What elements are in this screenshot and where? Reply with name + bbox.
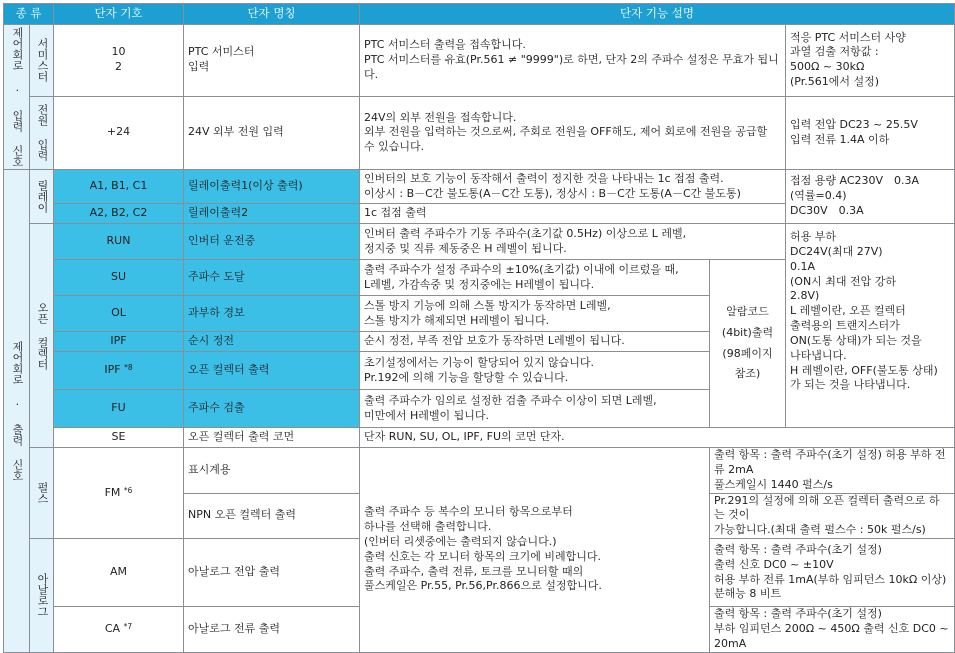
desc-ol: 스톨 방지 기능에 의해 스톨 방지가 동작하면 L레벨, 스톨 방지가 해제되면 H레벨이 됩니다. bbox=[360, 296, 710, 332]
name-se: 오픈 컬렉터 출력 코먼 bbox=[184, 428, 360, 448]
spec-ptc: 적응 PTC 서미스터 사양 과열 검출 저항값 : 500Ω ~ 30kΩ (Pr.561에서 설정) bbox=[786, 25, 955, 97]
desc-monitor: 출력 주파수 등 복수의 모니터 항목으로부터 하나를 선택해 출력합니다. (인버터 리셋중에는 출력되지 않습니다.) 출력 신호는 각 모니터 항목의 크기에 비례합니다. 출력 주파수, 출력 전류, 토크를 모니터할 때의 풀스케일은 Pr.55, Pr.56,Pr.866으로 설정합니다. bbox=[360, 448, 710, 653]
spec-relay: 접점 용량 AC230V 0.3A (역률=0.4) DC30V 0.3A bbox=[786, 170, 955, 224]
alarm-code: 알람코드 (4bit)출력 (98페이지 참조) bbox=[710, 260, 786, 428]
spec-ca: 출력 항목 : 출력 주파수(초기 설정) 부하 임피던스 200Ω ~ 450Ω 출력 신호 DC0 ~ 20mA bbox=[710, 607, 955, 653]
spec-fm-npn: Pr.291의 설정에 의해 오픈 컬렉터 출력으로 하는 것이 가능합니다.(최대 출력 펄스수 : 50k 펄스/s) bbox=[710, 493, 955, 539]
group-analog: 아날로그 bbox=[30, 539, 54, 653]
name-fm-meter: 표시계용 bbox=[184, 448, 360, 494]
desc-a2: 1c 접점 출력 bbox=[360, 204, 786, 224]
desc-ipf: 순시 정전, 부족 전압 보호가 동작하면 L레벨이 됩니다. bbox=[360, 332, 710, 352]
symbol-ca bbox=[54, 607, 184, 653]
table-row bbox=[4, 448, 955, 494]
symbol-ol: OL bbox=[54, 296, 184, 332]
header-type: 종 류 bbox=[4, 4, 54, 25]
symbol-se: SE bbox=[54, 428, 184, 448]
group-thermistor: 서미스터 bbox=[30, 25, 54, 97]
symbol-am: AM bbox=[54, 539, 184, 607]
name-p24: 24V 외부 전원 입력 bbox=[184, 96, 360, 169]
symbol-p24: +24 bbox=[54, 96, 184, 169]
desc-ptc: PTC 서미스터 출력을 접속합니다. PTC 서미스터를 유효(Pr.561 ≠ "9999")로 하면, 단자 2의 주파수 설정은 무효가 됩니다. bbox=[360, 25, 786, 97]
symbol-fm-text: FM bbox=[104, 485, 121, 499]
name-fm-npn: NPN 오픈 컬렉터 출력 bbox=[184, 493, 360, 539]
spec-p24: 입력 전압 DC23 ~ 25.5V 입력 전류 1.4A 이하 bbox=[786, 96, 955, 169]
table-row bbox=[4, 170, 955, 204]
spec-am: 출력 항목 : 출력 주파수(초기 설정) 출력 신호 DC0 ~ ±10V 허용 부하 전류 1mA(부하 임피던스 10kΩ 이상) 분해능 8 비트 bbox=[710, 539, 955, 607]
header-row bbox=[4, 4, 955, 25]
spec-open-collector: 허용 부하 DC24V(최대 27V) 0.1A (ON시 최대 전압 강하 2.8V) L 레벨이란, 오픈 컬렉터 출력용의 트랜지스터가 ON(도통 상태)가 되는 것을 나타냅니다. H 레벨이란, OFF(불도통 상태) 가 되는 것을 나타냅니다. bbox=[786, 224, 955, 428]
header-description: 단자 기능 설명 bbox=[360, 4, 955, 25]
desc-fu: 출력 주파수가 임의로 설정한 검출 주파수 이상이 되면 L레벨, 미만에서 H레벨이 됩니다. bbox=[360, 390, 710, 428]
header-symbol: 단자 기호 bbox=[54, 4, 184, 25]
note-mark-6: *6 bbox=[123, 485, 133, 495]
desc-ipf8: 초기설정에서는 기능이 할당되어 있지 않습니다. Pr.192에 의해 기능을 할당할 수 있습니다. bbox=[360, 352, 710, 390]
group-power-input: 전원 입력 bbox=[30, 96, 54, 169]
table-row bbox=[4, 428, 955, 448]
note-mark-8: *8 bbox=[124, 363, 133, 373]
table-row bbox=[4, 25, 955, 97]
symbol-su: SU bbox=[54, 260, 184, 296]
desc-a1: 인버터의 보호 기능이 동작해서 출력이 정지한 것을 나타내는 1c 접점 출력. 이상시 : B－C간 불도통(A－C간 도통), 정상시 : B－C간 도통(A－C간 불도통) bbox=[360, 170, 786, 204]
group-control-input: 제어회로 · 입력 신호 bbox=[4, 25, 30, 170]
symbol-ipf8-text: IPF bbox=[104, 363, 121, 377]
note-mark-7: *7 bbox=[123, 621, 133, 631]
desc-run: 인버터 출력 주파수가 기동 주파수(초기값 0.5Hz) 이상으로 L 레벨, 정지중 및 직류 제동중은 H 레벨이 됩니다. bbox=[360, 224, 786, 260]
name-a2: 릴레이출력2 bbox=[184, 204, 360, 224]
group-pulse: 펄스 bbox=[30, 448, 54, 539]
desc-se: 단자 RUN, SU, OL, IPF, FU의 코먼 단자. bbox=[360, 428, 955, 448]
terminal-spec-table-container bbox=[3, 3, 954, 650]
symbol-fm bbox=[54, 448, 184, 539]
desc-su: 출력 주파수가 설정 주파수의 ±10%(초기값) 이내에 이르렀을 때, L레벨, 가감속중 및 정지중에는 H레벨이 됩니다. bbox=[360, 260, 710, 296]
name-ipf: 순시 정전 bbox=[184, 332, 360, 352]
group-relay: 릴레이 bbox=[30, 170, 54, 224]
symbol-a2: A2, B2, C2 bbox=[54, 204, 184, 224]
name-su: 주파수 도달 bbox=[184, 260, 360, 296]
symbol-ptc: 10 2 bbox=[54, 25, 184, 97]
group-open-collector: 오픈 컬렉터 bbox=[30, 224, 54, 448]
name-ca: 아날로그 전류 출력 bbox=[184, 607, 360, 653]
symbol-a1: A1, B1, C1 bbox=[54, 170, 184, 204]
name-fu: 주파수 검출 bbox=[184, 390, 360, 428]
name-a1: 릴레이출력1(이상 출력) bbox=[184, 170, 360, 204]
table-row bbox=[4, 224, 955, 260]
spec-fm-meter: 출력 항목 : 출력 주파수(초기 설정) 허용 부하 전류 2mA 풀스케일시 1440 펄스/s bbox=[710, 448, 955, 494]
symbol-fu: FU bbox=[54, 390, 184, 428]
group-control-output: 제어회로 · 출력 신호 bbox=[4, 170, 30, 653]
name-ipf8: 오픈 컬렉터 출력 bbox=[184, 352, 360, 390]
symbol-ca-text: CA bbox=[104, 621, 121, 635]
terminal-spec-table bbox=[3, 3, 955, 653]
header-name: 단자 명칭 bbox=[184, 4, 360, 25]
desc-p24: 24V의 외부 전원을 접속합니다. 외부 전원을 입력하는 것으로써, 주회로 전원을 OFF해도, 제어 회로에 전원을 공급할 수 있습니다. bbox=[360, 96, 786, 169]
symbol-run: RUN bbox=[54, 224, 184, 260]
name-am: 아날로그 전압 출력 bbox=[184, 539, 360, 607]
table-row bbox=[4, 96, 955, 169]
name-run: 인버터 운전중 bbox=[184, 224, 360, 260]
symbol-ipf: IPF bbox=[54, 332, 184, 352]
name-ol: 과부하 경보 bbox=[184, 296, 360, 332]
symbol-ipf8 bbox=[54, 352, 184, 390]
name-ptc: PTC 서미스터 입력 bbox=[184, 25, 360, 97]
